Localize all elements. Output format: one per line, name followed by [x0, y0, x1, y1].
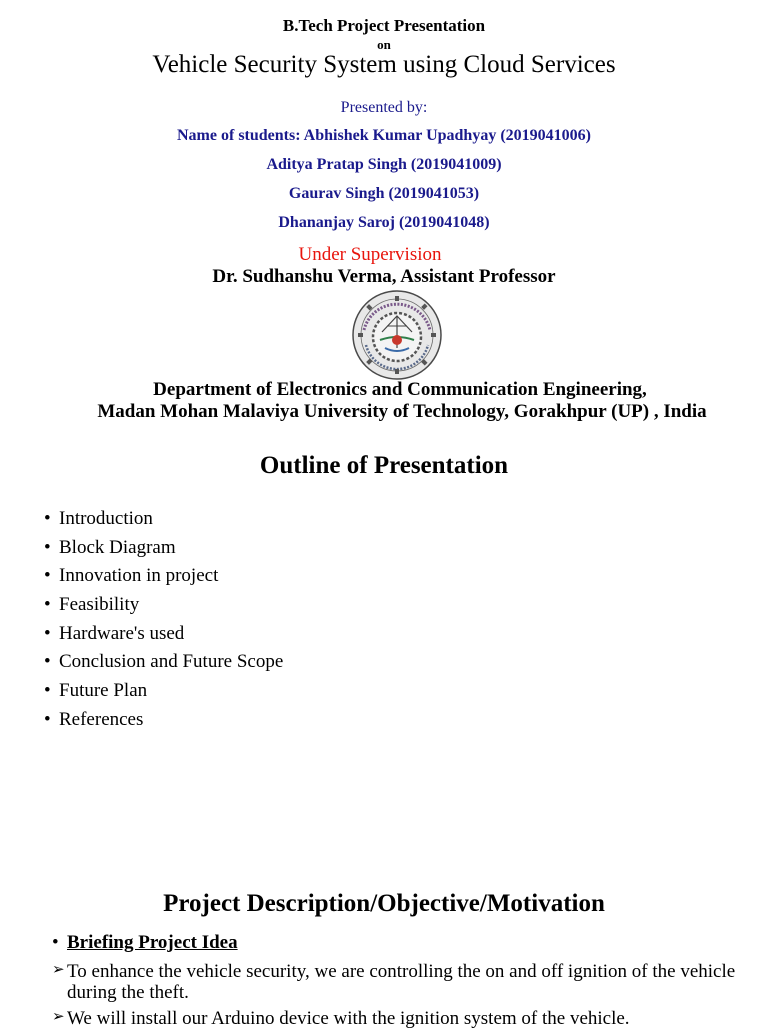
department-name: Department of Electronics and Communication Engineering,: [153, 379, 647, 400]
description-point: [52, 1008, 742, 1029]
outline-item-label: Hardware's used: [59, 623, 185, 644]
briefing-label: Briefing Project Idea: [67, 932, 238, 953]
student-name: Gaurav Singh (2019041053): [288, 185, 480, 202]
outline-item: [44, 594, 139, 616]
supervisor-name: Dr. Sudhanshu Verma, Assistant Professor: [212, 266, 556, 287]
briefing-heading: [52, 932, 238, 954]
outline-item: [44, 508, 153, 530]
bullet-icon: •: [52, 932, 59, 953]
presented-by-label: Presented by:: [340, 99, 428, 116]
outline-item: [44, 537, 176, 559]
under-supervision-label: Under Supervision: [298, 244, 442, 265]
bullet-icon: •: [44, 680, 51, 701]
outline-item: [44, 565, 218, 587]
presentation-title: Vehicle Security System using Cloud Services: [152, 51, 616, 78]
deck-label: B.Tech Project Presentation: [282, 16, 486, 35]
project-description-title: Project Description/Objective/Motivation: [163, 890, 605, 917]
outline-item: [44, 709, 143, 731]
outline-item-label: References: [59, 709, 144, 730]
arrow-bullet-icon: ➢: [52, 962, 65, 978]
outline-item-label: Conclusion and Future Scope: [59, 651, 284, 672]
bullet-icon: •: [44, 508, 51, 529]
arrow-bullet-icon: ➢: [52, 1009, 65, 1025]
bullet-icon: •: [44, 565, 51, 586]
outline-title: Outline of Presentation: [259, 452, 509, 479]
bullet-icon: •: [44, 623, 51, 644]
outline-item-label: Introduction: [59, 508, 153, 529]
description-point: [52, 961, 742, 1003]
outline-item-label: Block Diagram: [59, 537, 176, 558]
university-name: Madan Mohan Malaviya University of Technology, Gorakhpur (UP) , India: [97, 401, 707, 422]
university-logo: [352, 290, 442, 380]
description-point-text: To enhance the vehicle security, we are controlling the on and off ignition of the vehicle during the theft.: [67, 961, 736, 1003]
deck-on-label: on: [377, 37, 391, 52]
outline-item-label: Future Plan: [59, 680, 148, 701]
description-point-text: We will install our Arduino device with the ignition system of the vehicle.: [67, 1008, 630, 1029]
outline-item: [44, 680, 147, 702]
student-name: Aditya Pratap Singh (2019041009): [266, 156, 502, 173]
bullet-icon: •: [44, 594, 51, 615]
outline-item-label: Innovation in project: [59, 565, 219, 586]
student-name: Dhananjay Saroj (2019041048): [278, 214, 490, 231]
bullet-icon: •: [44, 537, 51, 558]
bullet-icon: •: [44, 651, 51, 672]
outline-item: [44, 623, 184, 645]
outline-item: [44, 651, 283, 673]
student-name: Name of students: Abhishek Kumar Upadhyay (2019041006): [177, 127, 591, 144]
bullet-icon: •: [44, 709, 51, 730]
outline-item-label: Feasibility: [59, 594, 140, 615]
